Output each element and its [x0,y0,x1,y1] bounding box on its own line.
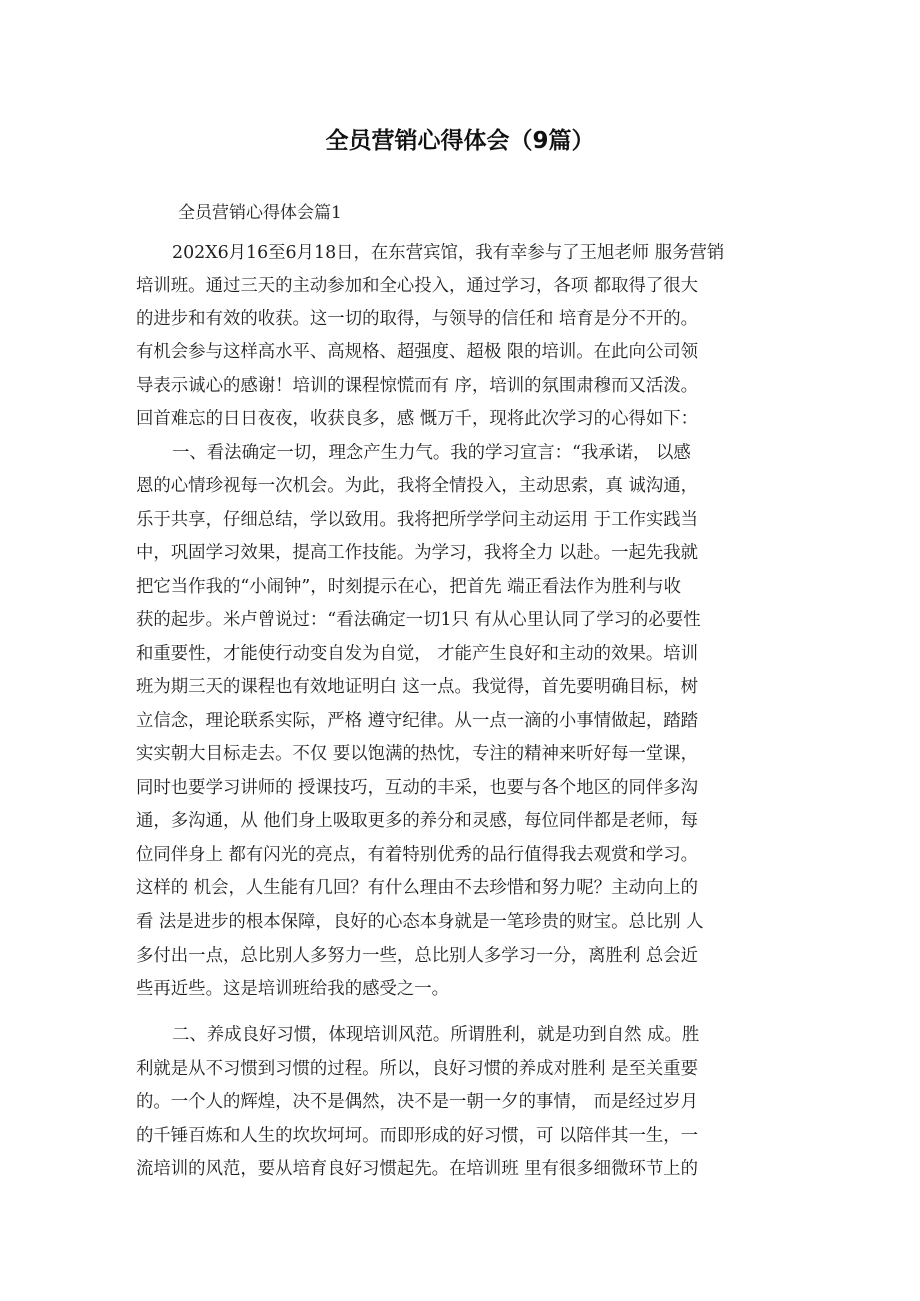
body-text-line: 202X6月16至6月18日，在东营宾馆，我有幸参与了王旭老师 服务营销 [172,243,725,263]
body-text-line: 恩的心情珍视每一次机会。为此，我将全情投入，主动思索，真 诚沟通， [136,476,699,496]
body-text-line: 中，巩固学习效果，提高工作技能。为学习，我将全力 以赴。一起先我就 [136,543,699,563]
body-text-line: 利就是从不习惯到习惯的过程。所以，良好习惯的养成对胜利 是至关重要 [136,1059,699,1079]
body-text-line: 导表示诚心的感谢！培训的课程惊慌而有 序，培训的氛围肃穆而又活泼。 [136,376,699,396]
body-text-line: 的千锤百炼和人生的坎坎坷坷。而即形成的好习惯，可 以陪伴其一生，一 [136,1126,699,1146]
body-text-line: 通，多沟通，从 他们身上吸取更多的养分和灵感，每位同伴都是老师，每 [136,811,699,831]
body-text-line: 立信念，理论联系实际，严格 遵守纪律。从一点一滴的小事情做起，踏踏 [136,711,699,731]
body-text-line: 有机会参与这样高水平、高规格、超强度、超极 限的培训。在此向公司领 [136,342,699,362]
body-text-line: 回首难忘的日日夜夜，收获良多，感 慨万千，现将此次学习的心得如下： [136,409,699,429]
body-text-line: 和重要性，才能使行动变自发为自觉， 才能产生良好和主动的效果。培训 [136,644,699,664]
body-text-line: 培训班。通过三天的主动参加和全心投入，通过学习，各项 都取得了很大 [136,276,699,296]
body-text-line: 流培训的风范，要从培育良好习惯起先。在培训班 里有很多细微环节上的 [136,1159,699,1179]
body-text-line: 同时也要学习讲师的 授课技巧，互动的丰采，也要与各个地区的同伴多沟 [136,778,699,798]
body-text-line: 这样的 机会，人生能有几回？有什么理由不去珍惜和努力呢？主动向上的 [136,878,699,898]
body-text-line: 班为期三天的课程也有效地证明白 这一点。我觉得，首先要明确目标，树 [136,677,699,697]
body-text-line: 位同伴身上 都有闪光的亮点，有着特别优秀的品行值得我去观赏和学习。 [136,845,699,865]
body-text-line: 乐于共享，仔细总结，学以致用。我将把所学学问主动运用 于工作实践当 [136,510,699,530]
body-text-line: 的。一个人的辉煌，决不是偶然，决不是一朝一夕的事情， 而是经过岁月 [136,1092,699,1112]
body-text-line: 一、看法确定一切，理念产生力气。我的学习宣言：“我承诺， 以感 [172,443,691,463]
body-text-line: 多付出一点，总比别人多努力一些，总比别人多学习一分，离胜利 总会近 [136,946,699,966]
body-text-line: 获的起步。米卢曾说过：“看法确定一切1只 有从心里认同了学习的必要性 [136,610,701,630]
body-text-line: 二、养成良好习惯，体现培训风范。所谓胜利，就是功到自然 成。胜 [172,1025,700,1045]
body-text-line: 的进步和有效的收获。这一切的取得，与领导的信任和 培育是分不开的。 [136,309,699,329]
body-text-line: 把它当作我的“小闹钟”，时刻提示在心，把首先 端正看法作为胜利与收 [136,577,682,597]
section-heading: 全员营销心得体会篇1 [178,203,342,223]
document-title: 全员营销心得体会（9篇） [325,128,595,154]
body-text-line: 实实朝大目标走去。不仅 要以饱满的热忱，专注的精神来听好每一堂课， [136,744,699,764]
body-text-line: 些再近些。这是培训班给我的感受之一。 [136,979,450,999]
body-text-line: 看 法是进步的根本保障，良好的心态本身就是一笔珍贵的财宝。总比别 人 [136,912,704,932]
